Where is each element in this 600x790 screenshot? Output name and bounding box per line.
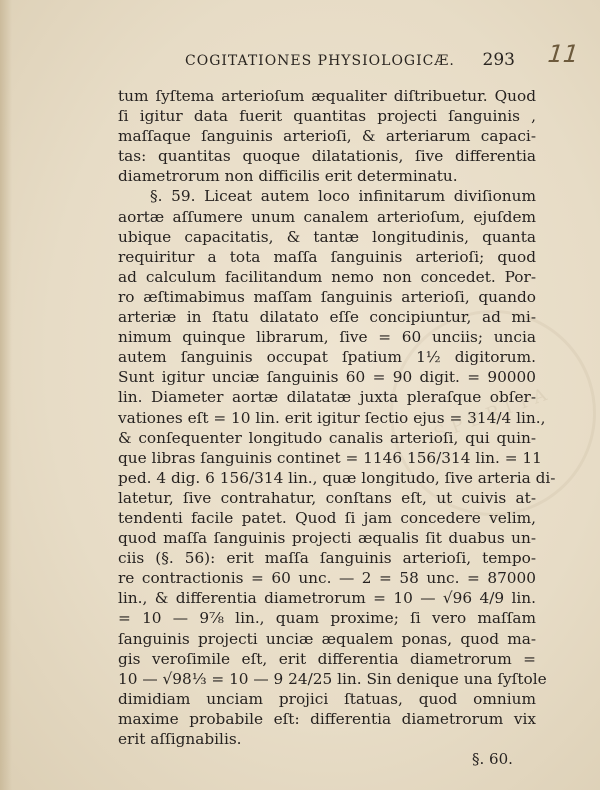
text-line: tum ſyſtema arterioſum æqualiter diſtribuetur. Quod bbox=[118, 87, 536, 105]
page-header bbox=[185, 50, 515, 70]
catchword: §. 60. bbox=[472, 750, 513, 768]
paragraph-59-start: §. 59. Liceat autem loco infinitarum diviſionum bbox=[150, 187, 536, 206]
text-line: ſanguinis projecti unciæ æqualem ponas, quod ma- bbox=[118, 629, 536, 648]
text-line: Sunt igitur unciæ ſanguinis 60 = 90 digit. = 90000 bbox=[118, 368, 536, 387]
text-line: ro æſtimabimus maſſam ſanguinis arterioſi, quando bbox=[118, 287, 536, 306]
text-line: ſi igitur data fuerit quantitas projecti ſanguinis , bbox=[118, 107, 536, 126]
text-line: latetur, ſive contrahatur, conſtans eſt, ut cuivis at- bbox=[118, 488, 536, 507]
text-line: tendenti facile patet. Quod ſi jam concedere velim, bbox=[118, 508, 536, 527]
text-line: nimum quinque librarum, ſive = 60 unciis; uncia bbox=[118, 328, 536, 347]
text-line: ped. 4 dig. 6 156/314 lin., quæ longitudo, ſive arteria di- bbox=[118, 468, 556, 487]
text-line: maxime probabile eſt: differentia diametrorum vix bbox=[118, 709, 536, 728]
page-number: 293 bbox=[482, 50, 515, 70]
text-line: que libras ſanguinis continet = 1146 156/314 lin. = 11 bbox=[118, 448, 542, 467]
text-line: lin., & differentia diametrorum = 10 — √96 4/9 lin. bbox=[118, 589, 536, 608]
text-line: 10 — √98⅓ = 10 — 9 24/25 lin. Sin denique una ſyſtole bbox=[118, 669, 547, 688]
text-line: gis veroſimile eſt, erit differentia diametrorum = bbox=[118, 649, 536, 668]
library-stamp-watermark: SPERITA bbox=[361, 281, 600, 545]
text-line: maſſaque ſanguinis arterioſi, & arteriarum capaci- bbox=[118, 127, 536, 146]
text-line: quod maſſa ſanguinis projecti æqualis ſit duabus un- bbox=[118, 529, 536, 548]
text-line: erit aſſignabilis. bbox=[118, 730, 242, 748]
running-head: COGITATIONES PHYSIOLOGICÆ. bbox=[185, 53, 455, 69]
text-line: vationes eſt = 10 lin. erit igitur ſectio ejus = 314/4 lin., bbox=[118, 408, 546, 427]
body-text bbox=[118, 86, 556, 749]
text-line: ciis (§. 56): erit maſſa ſanguinis arterioſi, tempo- bbox=[118, 549, 536, 568]
text-line: autem ſanguinis occupat ſpatium 1½ digitorum. bbox=[118, 348, 536, 367]
text-line: aortæ aſſumere unum canalem arterioſum, ejuſdem bbox=[118, 207, 536, 226]
text-line: ad calculum facilitandum nemo non concedet. Por- bbox=[118, 267, 536, 286]
text-line: diametrorum non difficilis erit determinatu. bbox=[118, 167, 458, 186]
handwritten-folio-mark: 11 bbox=[546, 40, 581, 68]
text-line: arteriæ in ſtatu dilatato eſſe concipiuntur, ad mi- bbox=[118, 308, 536, 327]
text-line: = 10 — 9⅞ lin., quam proxime; ſi vero maſſam bbox=[118, 609, 536, 628]
text-line: re contractionis = 60 unc. — 2 = 58 unc. = 87000 bbox=[118, 569, 536, 588]
text-line: lin. Diameter aortæ dilatatæ juxta pleraſque obſer- bbox=[118, 388, 536, 407]
text-line: dimidiam unciam projici ſtatuas, quod omnium bbox=[118, 689, 536, 708]
text-line: tas: quantitas quoque dilatationis, ſive differentia bbox=[118, 147, 536, 166]
text-line: ubique capacitatis, & tantæ longitudinis, quanta bbox=[118, 227, 536, 246]
page-binding-edge bbox=[0, 0, 12, 790]
text-line: requiritur a tota maſſa ſanguinis arterioſi; quod bbox=[118, 247, 536, 266]
text-line: & conſequenter longitudo canalis arterioſi, qui quin- bbox=[118, 428, 536, 447]
